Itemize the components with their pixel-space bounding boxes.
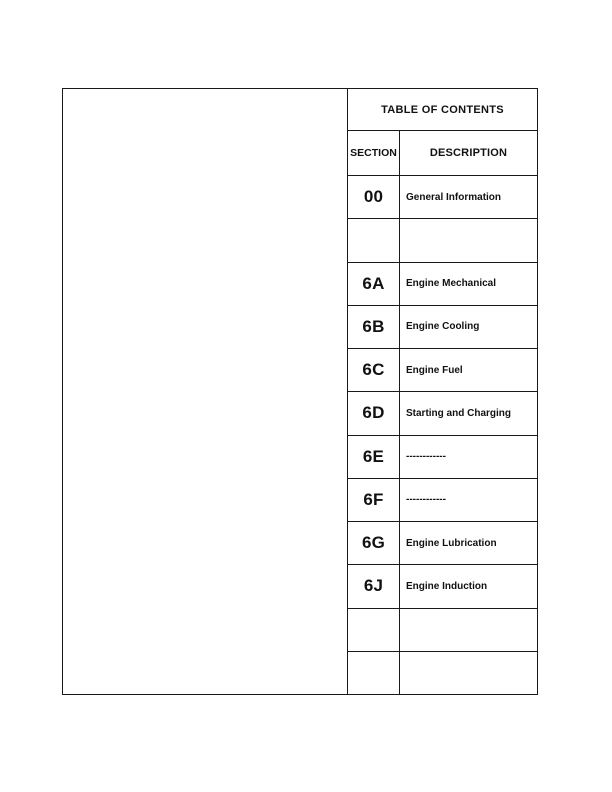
section-cell: 6C bbox=[348, 349, 400, 391]
description-cell: Engine Induction bbox=[406, 580, 488, 592]
toc-column-headers bbox=[348, 131, 537, 176]
table-row bbox=[348, 306, 537, 349]
description-cell bbox=[400, 609, 537, 651]
description-cell: Starting and Charging bbox=[406, 407, 511, 419]
description-cell bbox=[400, 219, 537, 261]
section-cell: 6E bbox=[348, 436, 400, 478]
table-row bbox=[348, 263, 537, 306]
table-row bbox=[348, 652, 537, 694]
section-cell: 6J bbox=[348, 565, 400, 607]
column-header-section: SECTION bbox=[348, 131, 400, 175]
description-cell: Engine Lubrication bbox=[406, 537, 497, 549]
section-cell: 6F bbox=[348, 479, 400, 521]
description-cell: ------------ bbox=[406, 494, 446, 506]
table-row bbox=[348, 565, 537, 608]
description-cell bbox=[400, 652, 537, 694]
section-cell: 6B bbox=[348, 306, 400, 348]
toc-title: TABLE OF CONTENTS bbox=[348, 89, 537, 131]
section-cell: 00 bbox=[348, 176, 400, 218]
section-cell: 6D bbox=[348, 392, 400, 434]
section-cell: 6A bbox=[348, 263, 400, 305]
section-cell bbox=[348, 609, 400, 651]
table-row bbox=[348, 479, 537, 522]
section-cell bbox=[348, 652, 400, 694]
description-cell: Engine Cooling bbox=[406, 321, 480, 333]
content-frame bbox=[62, 88, 538, 695]
table-row bbox=[348, 392, 537, 435]
table-of-contents bbox=[347, 89, 537, 694]
description-cell: General Information bbox=[406, 191, 502, 203]
description-cell: ------------ bbox=[406, 451, 446, 463]
description-cell: Engine Fuel bbox=[406, 364, 463, 376]
section-cell: 6G bbox=[348, 522, 400, 564]
table-row bbox=[348, 176, 537, 219]
column-header-description: DESCRIPTION bbox=[429, 147, 508, 159]
table-row bbox=[348, 349, 537, 392]
table-row bbox=[348, 436, 537, 479]
section-cell bbox=[348, 219, 400, 261]
table-row bbox=[348, 522, 537, 565]
toc-body bbox=[348, 176, 537, 694]
table-row bbox=[348, 219, 537, 262]
table-row bbox=[348, 609, 537, 652]
description-cell: Engine Mechanical bbox=[406, 278, 497, 290]
